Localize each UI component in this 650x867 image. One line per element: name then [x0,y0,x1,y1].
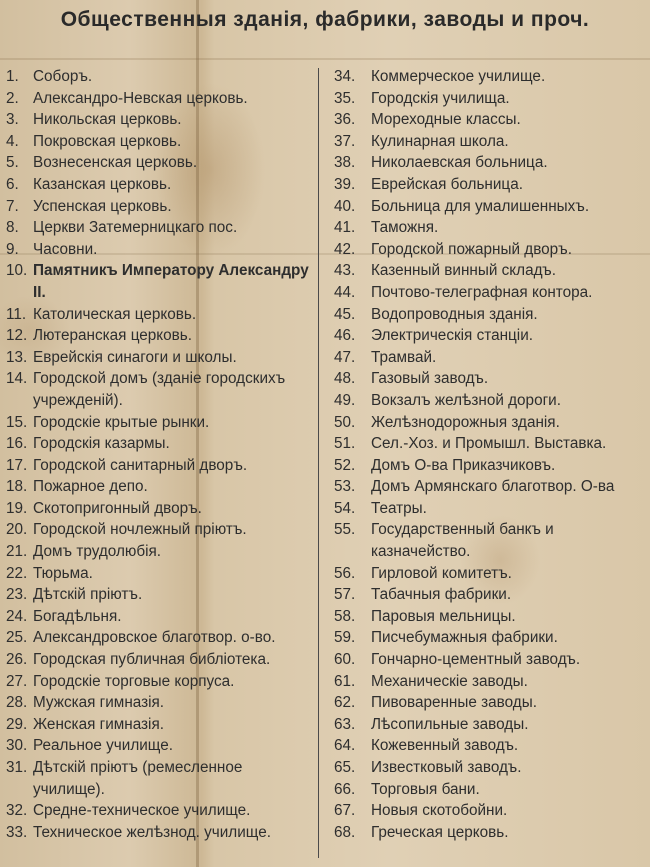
item-name: Городскія казармы. [33,435,170,453]
item-number: 66. [334,780,356,798]
item-name: Вокзалъ желѣзной дороги. [371,391,561,409]
item-name: Соборъ. [33,68,93,85]
item-name: Никольская церковь. [33,111,182,129]
item-number: 37. [334,132,356,150]
item-number: 31. [6,759,28,776]
item-name: Известковый заводъ. [371,759,522,776]
item-number: 21. [6,543,28,561]
list-item [6,131,310,153]
item-name: Памятникъ Императору Александру II. [33,262,309,301]
list-item [6,671,310,693]
list-item [6,260,310,303]
list-item [6,519,310,541]
item-name: Тюрьма. [33,564,93,582]
item-number: 60. [334,651,356,669]
item-name: Средне-техническое училище. [33,802,251,820]
item-number: 41. [334,219,356,237]
item-number: 8. [6,219,19,237]
item-name: Дѣтскій пріютъ. [33,586,143,604]
item-name: Часовни. [33,240,98,258]
list-item [6,325,310,347]
item-name: Почтово-телеграфная контора. [371,283,593,301]
list-item [6,714,310,736]
item-name: Николаевская больница. [371,154,548,172]
item-name: Трамвай. [371,348,437,366]
item-number: 62. [334,694,356,712]
item-number: 46. [334,327,356,345]
item-number: 49. [334,391,356,409]
list-item [6,563,310,585]
list-item [334,325,650,347]
item-number: 1. [6,68,19,85]
item-name: Церкви Затемерницкаго пос. [33,219,238,237]
list-item [334,498,650,520]
list-item [6,606,310,628]
left-column-list [6,66,310,843]
list-item [334,476,650,498]
item-number: 4. [6,132,19,150]
item-number: 28. [6,694,28,712]
item-name: Кулинарная школа. [371,132,509,150]
item-name: Техническое желѣзнод. училище. [33,823,271,841]
list-item [334,757,650,779]
list-item [6,66,310,88]
item-name: Торговыя бани. [371,780,480,798]
list-item [6,627,310,649]
item-name: Гирловой комитетъ. [371,564,512,582]
item-number: 27. [6,672,28,690]
item-number: 38. [334,154,356,172]
item-number: 9. [6,240,19,258]
item-number: 10. [6,262,28,280]
item-name: Греческая церковь. [371,823,509,841]
item-name: Писчебумажныя фабрики. [371,629,558,647]
list-item [6,196,310,218]
item-name: Больница для умалишенныхъ. [371,197,590,215]
list-item [334,455,650,477]
item-name: Мужская гимназія. [33,694,165,712]
item-number: 17. [6,456,28,474]
item-number: 11. [6,305,27,323]
list-item [334,606,650,628]
column-divider [318,68,319,858]
item-number: 16. [6,435,28,453]
item-number: 54. [334,499,356,517]
list-item [334,822,650,844]
list-item [334,109,650,131]
item-name: Католическая церковь. [33,305,197,323]
item-number: 44. [334,283,356,301]
item-number: 36. [334,111,356,129]
list-item [334,692,650,714]
item-number: 39. [334,175,356,193]
list-item [334,368,650,390]
list-item [6,800,310,822]
item-name: Кожевенный заводъ. [371,737,519,755]
item-name: Женская гимназія. [33,715,164,733]
item-name: Домъ трудолюбія. [33,543,162,561]
item-number: 2. [6,89,19,107]
list-item [334,239,650,261]
item-number: 65. [334,759,356,776]
list-item [334,563,650,585]
item-number: 56. [334,564,356,582]
item-name: Табачныя фабрики. [371,586,512,604]
item-number: 12. [6,327,28,345]
item-number: 48. [334,370,356,388]
list-item [334,260,650,282]
item-number: 7. [6,197,19,215]
item-number: 40. [334,197,356,215]
item-number: 51. [334,435,356,453]
item-name: Покровская церковь. [33,132,182,150]
list-item [334,196,650,218]
list-item [6,217,310,239]
item-number: 67. [334,802,356,820]
item-number: 35. [334,89,356,107]
list-item [6,368,310,411]
item-name: Успенская церковь. [33,197,172,215]
item-name: Паровыя мельницы. [371,607,516,625]
item-name: Мореходные классы. [371,111,521,129]
item-name: Гончарно-цементный заводъ. [371,651,581,669]
list-item [6,174,310,196]
item-name: Казанская церковь. [33,175,172,193]
item-number: 61. [334,672,356,690]
item-number: 50. [334,413,356,431]
item-number: 32. [6,802,28,820]
item-number: 59. [334,629,356,647]
item-name: Пожарное депо. [33,478,148,496]
list-item [334,347,650,369]
item-number: 42. [334,240,356,258]
item-name: Театры. [371,499,427,517]
item-number: 33. [6,823,28,841]
item-number: 68. [334,823,356,841]
item-name: Реальное училище. [33,737,173,755]
item-name: Газовый заводъ. [371,370,489,388]
list-item [334,412,650,434]
item-number: 55. [334,521,356,539]
list-item [334,131,650,153]
item-name: Таможня. [371,219,439,237]
item-number: 22. [6,564,28,582]
item-name: Новыя скотобойни. [371,802,508,820]
item-number: 6. [6,175,19,193]
item-name: Городской пожарный дворъ. [371,240,572,258]
item-number: 29. [6,715,28,733]
item-name: Скотопригонный дворъ. [33,499,202,517]
list-item [334,584,650,606]
item-name: Городской домъ (зданіе городскихъ учрежденій). [33,370,286,409]
item-number: 3. [6,111,19,129]
item-name: Желѣзнодорожныя зданія. [371,413,560,431]
list-item [6,455,310,477]
item-number: 64. [334,737,356,755]
item-name: Коммерческое училище. [371,68,546,85]
item-name: Городскіе крытые рынки. [33,413,210,431]
item-name: Государственный банкъ и казначейство. [371,521,554,561]
item-name: Александровское благотвор. о-во. [33,629,276,647]
list-item [6,109,310,131]
paper-fold-top [0,58,650,60]
list-item [6,347,310,369]
item-number: 13. [6,348,28,366]
list-item [6,649,310,671]
item-name: Александро-Невская церковь. [33,89,248,107]
list-item [334,304,650,326]
list-item [334,671,650,693]
item-number: 24. [6,607,28,625]
list-item [6,541,310,563]
item-number: 58. [334,607,356,625]
list-item [6,88,310,110]
item-number: 43. [334,262,356,280]
item-number: 25. [6,629,28,647]
item-number: 14. [6,370,28,388]
item-name: Пивоваренные заводы. [371,694,537,712]
item-name: Городской ночлежный пріютъ. [33,521,247,539]
list-item [334,66,650,88]
list-item [334,390,650,412]
item-name: Водопроводныя зданія. [371,305,538,323]
item-number: 45. [334,305,356,323]
list-item [334,217,650,239]
list-item [6,412,310,434]
item-name: Еврейскія синагоги и школы. [33,348,237,366]
item-name: Богадѣльня. [33,607,122,625]
item-name: Домъ О-ва Приказчиковъ. [371,456,556,474]
item-name: Механическіе заводы. [371,672,528,690]
list-item [334,735,650,757]
item-name: Городскія училища. [371,89,510,107]
list-item [6,735,310,757]
item-number: 57. [334,586,356,604]
item-name: Городскіе торговые корпуса. [33,672,235,690]
item-name: Городской санитарный дворъ. [33,456,248,474]
item-number: 30. [6,737,28,755]
item-number: 63. [334,715,356,733]
item-name: Домъ Армянскаго благотвор. О-ва [371,478,615,496]
list-item [6,152,310,174]
list-item [6,476,310,498]
list-item [6,433,310,455]
list-item [334,800,650,822]
list-item [334,88,650,110]
item-name: Электрическія станціи. [371,327,533,345]
list-item [6,692,310,714]
list-item [334,519,650,562]
item-name: Еврейская больница. [371,175,523,193]
item-name: Сел.-Хоз. и Промышл. Выставка. [371,435,607,453]
item-name: Лютеранская церковь. [33,327,193,345]
item-number: 5. [6,154,19,172]
list-item [6,584,310,606]
list-item [334,714,650,736]
item-name: Лѣсопильные заводы. [371,715,529,733]
list-item [334,152,650,174]
list-item [334,649,650,671]
right-column-list [334,66,650,843]
item-name: Дѣтскій пріютъ (ремесленное училище). [33,759,243,798]
item-number: 47. [334,348,356,366]
item-number: 20. [6,521,28,539]
list-item [334,433,650,455]
list-item [6,304,310,326]
list-item [334,174,650,196]
item-number: 23. [6,586,28,604]
list-item [334,282,650,304]
item-number: 53. [334,478,356,496]
item-number: 26. [6,651,28,669]
list-item [6,239,310,261]
item-name: Казенный винный складъ. [371,262,556,280]
list-item [334,627,650,649]
list-item [334,779,650,801]
item-number: 52. [334,456,356,474]
item-number: 19. [6,499,28,517]
item-number: 15. [6,413,28,431]
item-name: Вознесенская церковь. [33,154,198,172]
list-item [6,822,310,844]
item-number: 34. [334,68,356,85]
list-item [6,498,310,520]
page-heading: Общественныя зданія, фабрики, заводы и проч. [60,8,590,31]
list-item [6,757,310,800]
item-number: 18. [6,478,28,496]
item-name: Городская публичная библіотека. [33,651,271,669]
